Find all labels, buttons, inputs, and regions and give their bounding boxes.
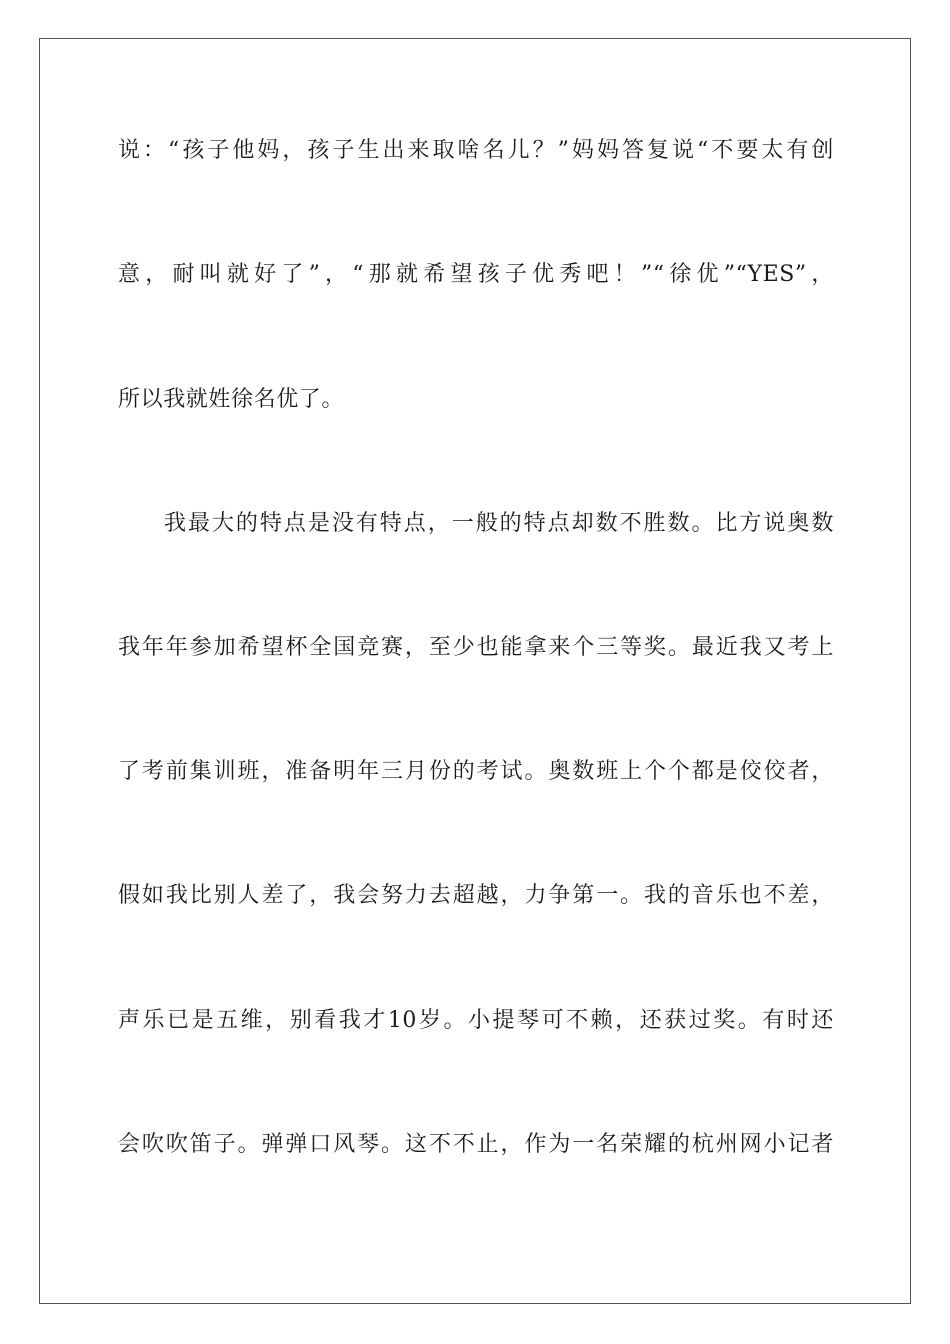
page-border	[39, 38, 911, 1304]
text-line: 了考前集训班，准备明年三月份的考试。奥数班上个个都是佼佼者，	[118, 759, 834, 784]
text-line: 会吹吹笛子。弹弹口风琴。这不不止，作为一名荣耀的杭州网小记者	[118, 1132, 834, 1157]
text-line: 声乐已是五维，别看我才10岁。小提琴可不赖，还获过奖。有时还	[118, 1008, 834, 1033]
text-line: 所以我就姓徐名优了。	[118, 387, 345, 412]
text-line: 我最大的特点是没有特点，一般的特点却数不胜数。比方说奥数	[164, 511, 834, 536]
text-line: 意，耐叫就好了”，“那就希望孩子优秀吧！”“徐优”“YES”，	[118, 262, 834, 287]
text-line: 假如我比别人差了，我会努力去超越，力争第一。我的音乐也不差，	[118, 883, 834, 908]
text-line: 我年年参加希望杯全国竞赛，至少也能拿来个三等奖。最近我又考上	[118, 635, 834, 660]
text-line: 说：“孩子他妈，孩子生出来取啥名儿？”妈妈答复说“不要太有创	[118, 138, 834, 163]
